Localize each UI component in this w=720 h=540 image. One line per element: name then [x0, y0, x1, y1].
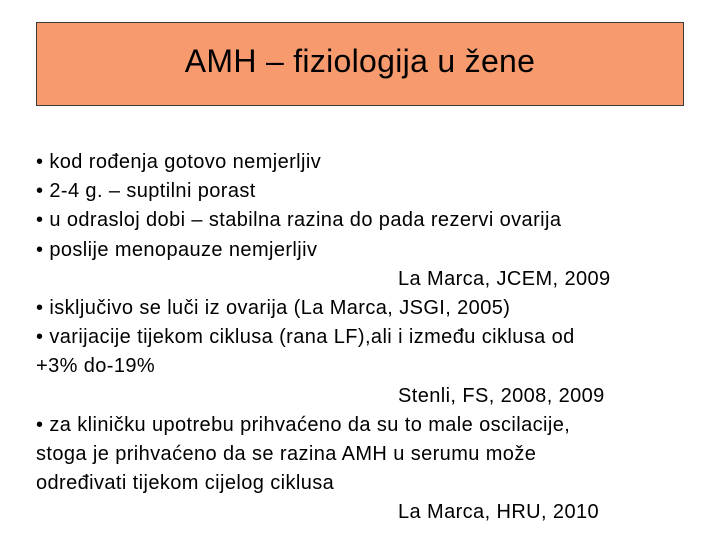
bullet-line: • u odrasloj dobi – stabilna razina do pada rezervi ovarija	[36, 209, 562, 232]
citation: La Marca, HRU, 2010	[398, 501, 600, 524]
citation: Stenli, FS, 2008, 2009	[398, 384, 605, 407]
citation: La Marca, JCEM, 2009	[398, 267, 611, 290]
bullet-line: • za kliničku upotrebu prihvaćeno da su to male oscilacije,	[36, 413, 571, 436]
bullet-continuation: stoga je prihvaćeno da se razina AMH u serumu može	[36, 442, 537, 465]
bullet-line: • isključivo se luči iz ovarija (La Marca, JSGI, 2005)	[36, 296, 511, 319]
bullet-line: • varijacije tijekom ciklusa (rana LF),ali i između ciklusa od	[36, 326, 575, 349]
slide-body	[36, 148, 676, 527]
bullet-line: • poslije menopauze nemjerljiv	[36, 238, 318, 261]
slide-title: AMH – fiziologija u žene	[184, 42, 536, 79]
title-box	[36, 22, 684, 106]
bullet-continuation: +3% do-19%	[36, 355, 156, 378]
bullet-line: • 2-4 g. – suptilni porast	[36, 180, 256, 203]
bullet-continuation: određivati tijekom cijelog ciklusa	[36, 472, 335, 495]
bullet-line: • kod rođenja gotovo nemjerljiv	[36, 151, 322, 173]
